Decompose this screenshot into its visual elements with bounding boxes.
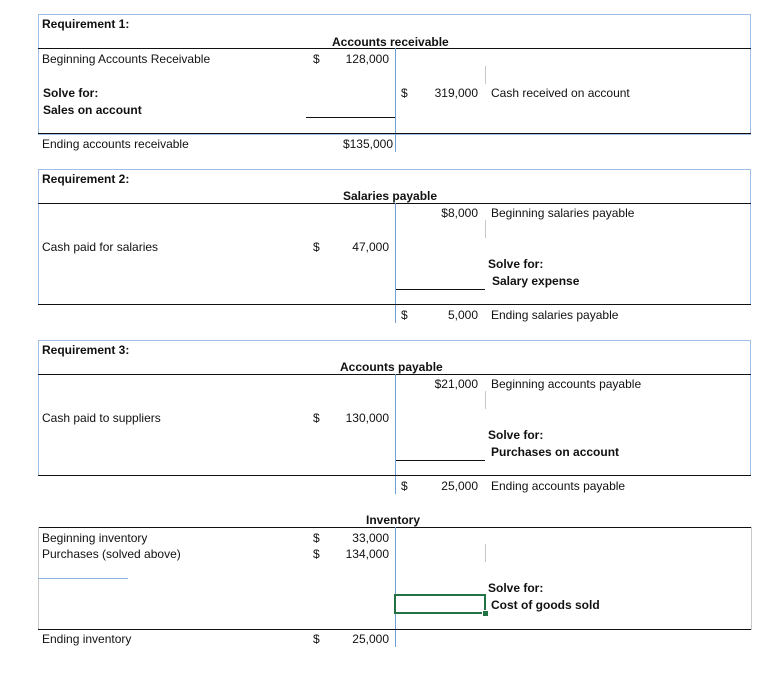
- req1-ending-label: Ending accounts receivable: [42, 137, 189, 151]
- req3-cash-label: Cash paid to suppliers: [42, 411, 161, 425]
- req2-solve-input-line[interactable]: [396, 289, 485, 290]
- inventory-purchases-label: Purchases (solved above): [42, 547, 181, 561]
- req3-ending-dollar: $: [401, 479, 408, 493]
- req1-beginning-label: Beginning Accounts Receivable: [42, 52, 211, 66]
- fill-handle[interactable]: [482, 610, 489, 617]
- inventory-ending-dollar: $: [313, 632, 320, 646]
- req2-ending-value: 5,000: [447, 308, 478, 322]
- req2-cash-label: Cash paid for salaries: [42, 240, 159, 254]
- req1-t-account-title: Accounts receivable: [332, 35, 449, 49]
- req2-heading: Requirement 2:: [42, 172, 130, 186]
- req3-t-account-divider: [395, 374, 396, 494]
- req3-heading: Requirement 3:: [42, 343, 130, 357]
- req3-beginning-value: $21,000: [434, 377, 478, 391]
- req1-solve-label: Solve for:: [43, 86, 99, 100]
- inventory-solve-item: Cost of goods sold: [491, 598, 600, 612]
- inventory-beginning-value: 33,000: [352, 531, 389, 545]
- inventory-purchases-dollar: $: [313, 547, 320, 561]
- req3-beginning-label: Beginning accounts payable: [491, 377, 642, 391]
- inventory-purchases-value: 134,000: [345, 547, 389, 561]
- req2-solve-item: Salary expense: [492, 274, 580, 288]
- req3-solve-label: Solve for:: [488, 428, 544, 442]
- req1-cash-value: 319,000: [434, 86, 478, 100]
- inventory-t-account-title: Inventory: [366, 513, 421, 527]
- inventory-ending-value: 25,000: [352, 632, 389, 646]
- req3-ending-value: 25,000: [441, 479, 478, 493]
- req3-solve-input-line[interactable]: [396, 460, 485, 461]
- req3-cash-dollar: $: [313, 411, 320, 425]
- req1-beginning-value: 128,000: [345, 52, 389, 66]
- req2-cash-value: 47,000: [352, 240, 389, 254]
- req3-ending-label: Ending accounts payable: [491, 479, 626, 493]
- req2-ending-dollar: $: [401, 308, 408, 322]
- inventory-beginning-dollar: $: [313, 531, 320, 545]
- req2-ending-label: Ending salaries payable: [491, 308, 619, 322]
- req2-beginning-label: Beginning salaries payable: [491, 206, 635, 220]
- req1-heading: Requirement 1:: [42, 17, 130, 31]
- req1-beginning-dollar: $: [313, 52, 320, 66]
- inventory-beginning-label: Beginning inventory: [42, 531, 148, 545]
- req1-solve-item: Sales on account: [43, 103, 142, 117]
- req1-solve-input-line[interactable]: [306, 117, 395, 118]
- req1-t-account-divider: [395, 48, 396, 152]
- req3-solve-item: Purchases on account: [491, 445, 620, 459]
- req1-cash-label: Cash received on account: [491, 86, 630, 100]
- req1-ending-value: $135,000: [342, 137, 393, 151]
- req2-solve-label: Solve for:: [488, 257, 544, 271]
- inventory-ending-label: Ending inventory: [42, 632, 132, 646]
- req2-t-account-title: Salaries payable: [343, 189, 438, 203]
- req3-t-account-title: Accounts payable: [340, 360, 443, 374]
- req2-cash-dollar: $: [313, 240, 320, 254]
- req2-t-account-divider: [395, 203, 396, 323]
- inventory-cogs-input-cell[interactable]: [394, 594, 486, 614]
- req2-beginning-value: $8,000: [441, 206, 478, 220]
- req3-cash-value: 130,000: [345, 411, 389, 425]
- req1-cash-dollar: $: [401, 86, 408, 100]
- inventory-solve-label: Solve for:: [488, 581, 544, 595]
